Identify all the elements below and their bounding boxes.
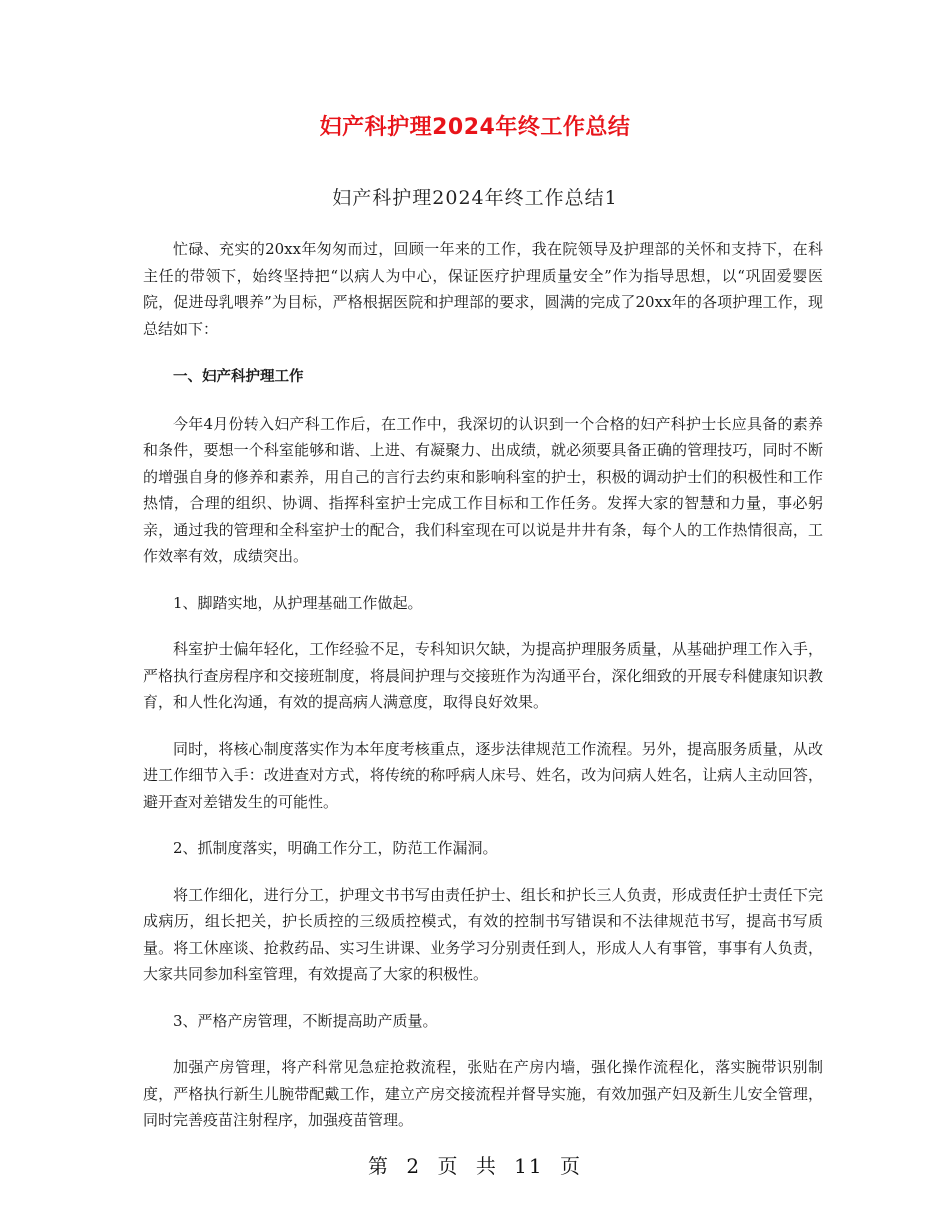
list-item-heading: 1、脚踏实地，从护理基础工作做起。 [173,593,423,612]
page-number-footer [0,1150,950,1179]
paragraph: 今年4月份转入妇产科工作后，在工作中，我深切的认识到一个合格的妇产科护士长应具备的素养和条件，要想一个科室能够和谐、上进、有凝聚力、出成绩，就必须要具备正确的管理技巧，同时不断的增强自身的修养和素养，用自己的言行去约束和影响科室的护士，积极的调动护士们的积极性和工作热情，合理的组织、协调、指挥科室护士完成工作目标和工作任务。发挥大家的智慧和力量，事必躬亲，通过我的管理和全科室护士的配合，我们科室现在可以说是井井有条，每个人的工作热情很高，工作效率有效，成绩突出。 [143,414,823,565]
paragraph: 将工作细化，进行分工，护理文书书写由责任护士、组长和护长三人负责，形成责任护士责任下完成病历，组长把关，护长质控的三级质控模式，有效的控制书写错误和不法律规范书写，提高书写质量。将工休座谈、抢救药品、实习生讲课、业务学习分别责任到人，形成人人有事管，事事有人负责，大家共同参加科室管理，有效提高了大家的积极性。 [143,885,823,983]
paragraph: 加强产房管理，将产科常见急症抢救流程，张贴在产房内墙，强化操作流程化，落实腕带识别制度，严格执行新生儿腕带配戴工作，建立产房交接流程并督导实施，有效加强产妇及新生儿安全管理，同时完善疫苗注射程序，加强疫苗管理。 [143,1058,823,1129]
paragraph: 同时，将核心制度落实作为本年度考核重点，逐步法律规范工作流程。另外，提高服务质量，从改进工作细节入手：改进查对方式，将传统的称呼病人床号、姓名，改为问病人姓名，让病人主动回答，避开查对差错发生的可能性。 [143,739,823,811]
list-item-heading: 3、严格产房管理，不断提高助产质量。 [173,1011,438,1030]
section-heading: 一、妇产科护理工作 [173,369,304,385]
current-page-number: 2 [406,1154,422,1178]
list-item-heading: 2、抓制度落实，明确工作分工，防范工作漏洞。 [173,839,498,857]
document-body [143,236,823,1154]
total-page-count: 11 [514,1154,544,1178]
paragraph-intro: 忙碌、充实的20xx年匆匆而过，回顾一年来的工作，我在院领导及护理部的关怀和支持下，在科主任的带领下，始终坚持把“以病人为中心，保证医疗护理质量安全”作为指导思想，以“巩固爱婴医院，促进母乳喂养”为目标，严格根据医院和护理部的要求，圆满的完成了20xx年的各项护理工作，现总结如下： [143,240,823,338]
paragraph: 科室护士偏年轻化，工作经验不足，专科知识欠缺，为提高护理服务质量，从基础护理工作入手，严格执行查房程序和交接班制度，将晨间护理与交接班作为沟通平台，深化细致的开展专科健康知识教育，和人性化沟通，有效的提高病人满意度，取得良好效果。 [143,640,823,711]
footer-label: 第 [368,1154,390,1178]
footer-label: 页 [437,1154,460,1178]
document-title: 妇产科护理2024年终工作总结 [319,115,631,140]
section-subtitle: 妇产科护理2024年终工作总结1 [332,187,618,209]
footer-label: 共 [475,1154,498,1178]
footer-label: 页 [559,1154,582,1178]
